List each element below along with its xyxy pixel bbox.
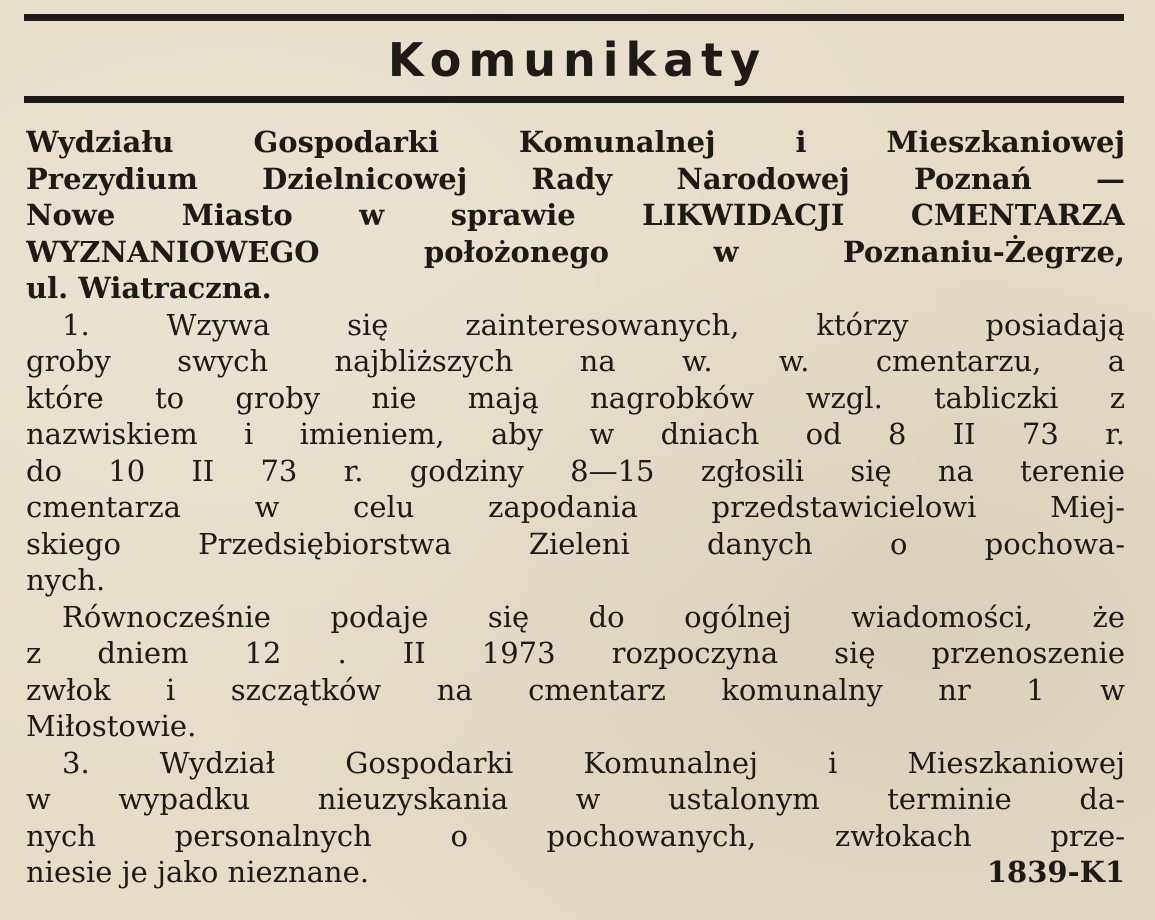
intro-block <box>26 124 1125 307</box>
paragraph-line: groby swych najbliższych na w. w. cmentarzu, a <box>26 344 1125 378</box>
paragraph-line: nazwiskiem i imieniem, aby w dniach od 8 II 73 r. <box>26 417 1125 451</box>
intro-line: Wydziału Gospodarki Komunalnej i Mieszkaniowej <box>26 125 1125 159</box>
reference-code: 1839-K1 <box>986 855 1125 889</box>
announcement-body <box>26 124 1125 891</box>
paragraph-2 <box>26 599 1125 745</box>
intro-line: Nowe Miasto w sprawie LIKWIDACJI CMENTARZA <box>26 198 1125 232</box>
paragraph-line: w wypadku nieuzyskania w ustalonym terminie da- <box>26 782 1125 816</box>
closing-row <box>26 854 1125 891</box>
paragraph-line: cmentarza w celu zapodania przedstawicielowi Miej- <box>26 490 1125 524</box>
paragraph-1 <box>26 307 1125 599</box>
bottom-rule <box>24 96 1124 103</box>
paragraph-line: Równocześnie podaje się do ogólnej wiadomości, że <box>62 599 1125 634</box>
section-heading: Komunikaty <box>387 33 768 87</box>
closing-line: niesie je jako nieznane. <box>26 855 369 889</box>
paragraph-line: nych. <box>26 563 106 597</box>
paragraph-line: nych personalnych o pochowanych, zwłokach prze- <box>26 818 1125 853</box>
paragraph-3 <box>26 745 1125 891</box>
paragraph-line: z dniem 12 . II 1973 rozpoczyna się przenoszenie <box>26 636 1125 670</box>
paragraph-line: skiego Przedsiębiorstwa Zieleni danych o pochowa- <box>26 526 1125 561</box>
paragraph-line: do 10 II 73 r. godziny 8—15 zgłosili się na terenie <box>26 453 1125 488</box>
intro-line: Prezydium Dzielnicowej Rady Narodowej Poznań — <box>26 161 1125 196</box>
intro-line: WYZNANIOWEGO położonego w Poznaniu-Żegrze, <box>26 234 1125 269</box>
paragraph-line: które to groby nie mają nagrobków wzgl. tabliczki z <box>26 380 1125 415</box>
paragraph-line: 3. Wydział Gospodarki Komunalnej i Mieszkaniowej <box>62 745 1125 780</box>
top-rule <box>24 14 1124 21</box>
paragraph-line: 1. Wzywa się zainteresowanych, którzy posiadają <box>62 307 1125 342</box>
paragraph-line: zwłok i szczątków na cmentarz komunalny nr 1 w <box>26 672 1125 707</box>
intro-line: ul. Wiatraczna. <box>26 271 272 305</box>
paragraph-line: Miłostowie. <box>26 709 197 743</box>
